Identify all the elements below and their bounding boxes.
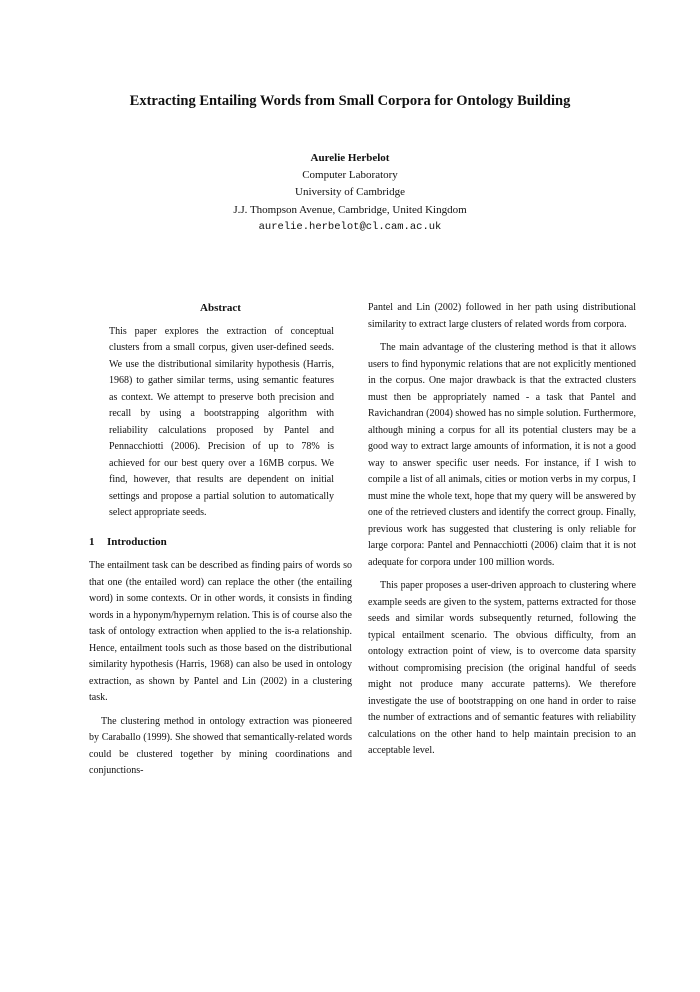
affiliation-address: J.J. Thompson Avenue, Cambridge, United Kingdom [233, 203, 467, 216]
affiliation-university: University of Cambridge [295, 186, 405, 199]
paragraph: The entailment task can be described as finding pairs of words so that one (the entailed word) can replace the other (the entailing word) in some contexts. Or in other words, it consists in finding words in a hyponym/hypernym relation. This is of course also the task of ontology extraction when applied to the is-a relationship. Hence, entailment tools such as those based on the distributional similarity hypothesis (Harris, 1968) can also be used in ontology extraction, as shown by Pantel and Lin (2002) in a clustering task. [89, 560, 352, 703]
section-title: Introduction [107, 535, 167, 548]
left-column [89, 300, 352, 780]
abstract-heading: Abstract [200, 302, 241, 314]
author-email: aurelie.herbelot@cl.cam.ac.uk [258, 220, 442, 233]
author-name: Aurelie Herbelot [310, 152, 390, 164]
author-block [0, 150, 700, 236]
paragraph: The clustering method in ontology extraction was pioneered by Caraballo (1999). She showed that semantically-related words could be clustered together by mining coordinations and conjunctions- [89, 715, 352, 776]
section-heading [89, 534, 352, 551]
section-number: 1 [89, 535, 95, 548]
paragraph: Pantel and Lin (2002) followed in her path using distributional similarity to extract large clusters of related words from corpora. [368, 302, 636, 330]
paper-title: Extracting Entailing Words from Small Corpora for Ontology Building [129, 93, 571, 109]
right-column [368, 300, 636, 760]
affiliation-department: Computer Laboratory [302, 169, 398, 182]
paragraph: The main advantage of the clustering method is that it allows users to find hyponymic relations that are not explicitly mentioned in the corpus. One major drawback is that the extracted clusters must then be appropriately named - a task that Pantel and Ravichandran (2004) showed has no simple solution. Furthermore, although mining a corpus for all its potential clusters may be a good way to extract large amounts of information, it is not a good way to answer specific user needs. For instance, if I wish to compile a list of all animals, cities or motion verbs in my corpus, I must mine the whole text, hope that my query will be answered by one of the retrieved clusters and identify the correct group. Finally, previous work has suggested that clustering is only reliable for large corpora: Pantel and Pennacchiotti (2006) claim that it is not adequate for corpora under 100 million words. [368, 342, 636, 568]
paragraph: This paper proposes a user-driven approach to clustering where example seeds are given to the system, patterns extracted for those seeds and similar words subsequently returned, following the typical entailment scenario. The obvious difficulty, from an ontology extraction point of view, is to overcome data sparsity without compromising precision (the original handful of seeds might not produce many accurate patterns). We therefore investigate the use of bootstrapping on one hand in order to raise the number of extractions and of semantic features with reliability calculations on the other hand to help maintain precision to an acceptable level. [368, 580, 636, 756]
abstract-text: This paper explores the extraction of conceptual clusters from a small corpus, given user-defined seeds. We use the distributional similarity hypothesis (Harris, 1968) to gather similar terms, using semantic features as context. We attempt to preserve both precision and recall by using a bootstrapping algorithm with reliability calculations proposed by Pantel and Pennacchiotti (2006). Precision of up to 78% is achieved for our best query over a 16MB corpus. We find, however, that results are dependent on initial settings and propose a partial solution to automatically select appropriate seeds. [109, 325, 334, 518]
